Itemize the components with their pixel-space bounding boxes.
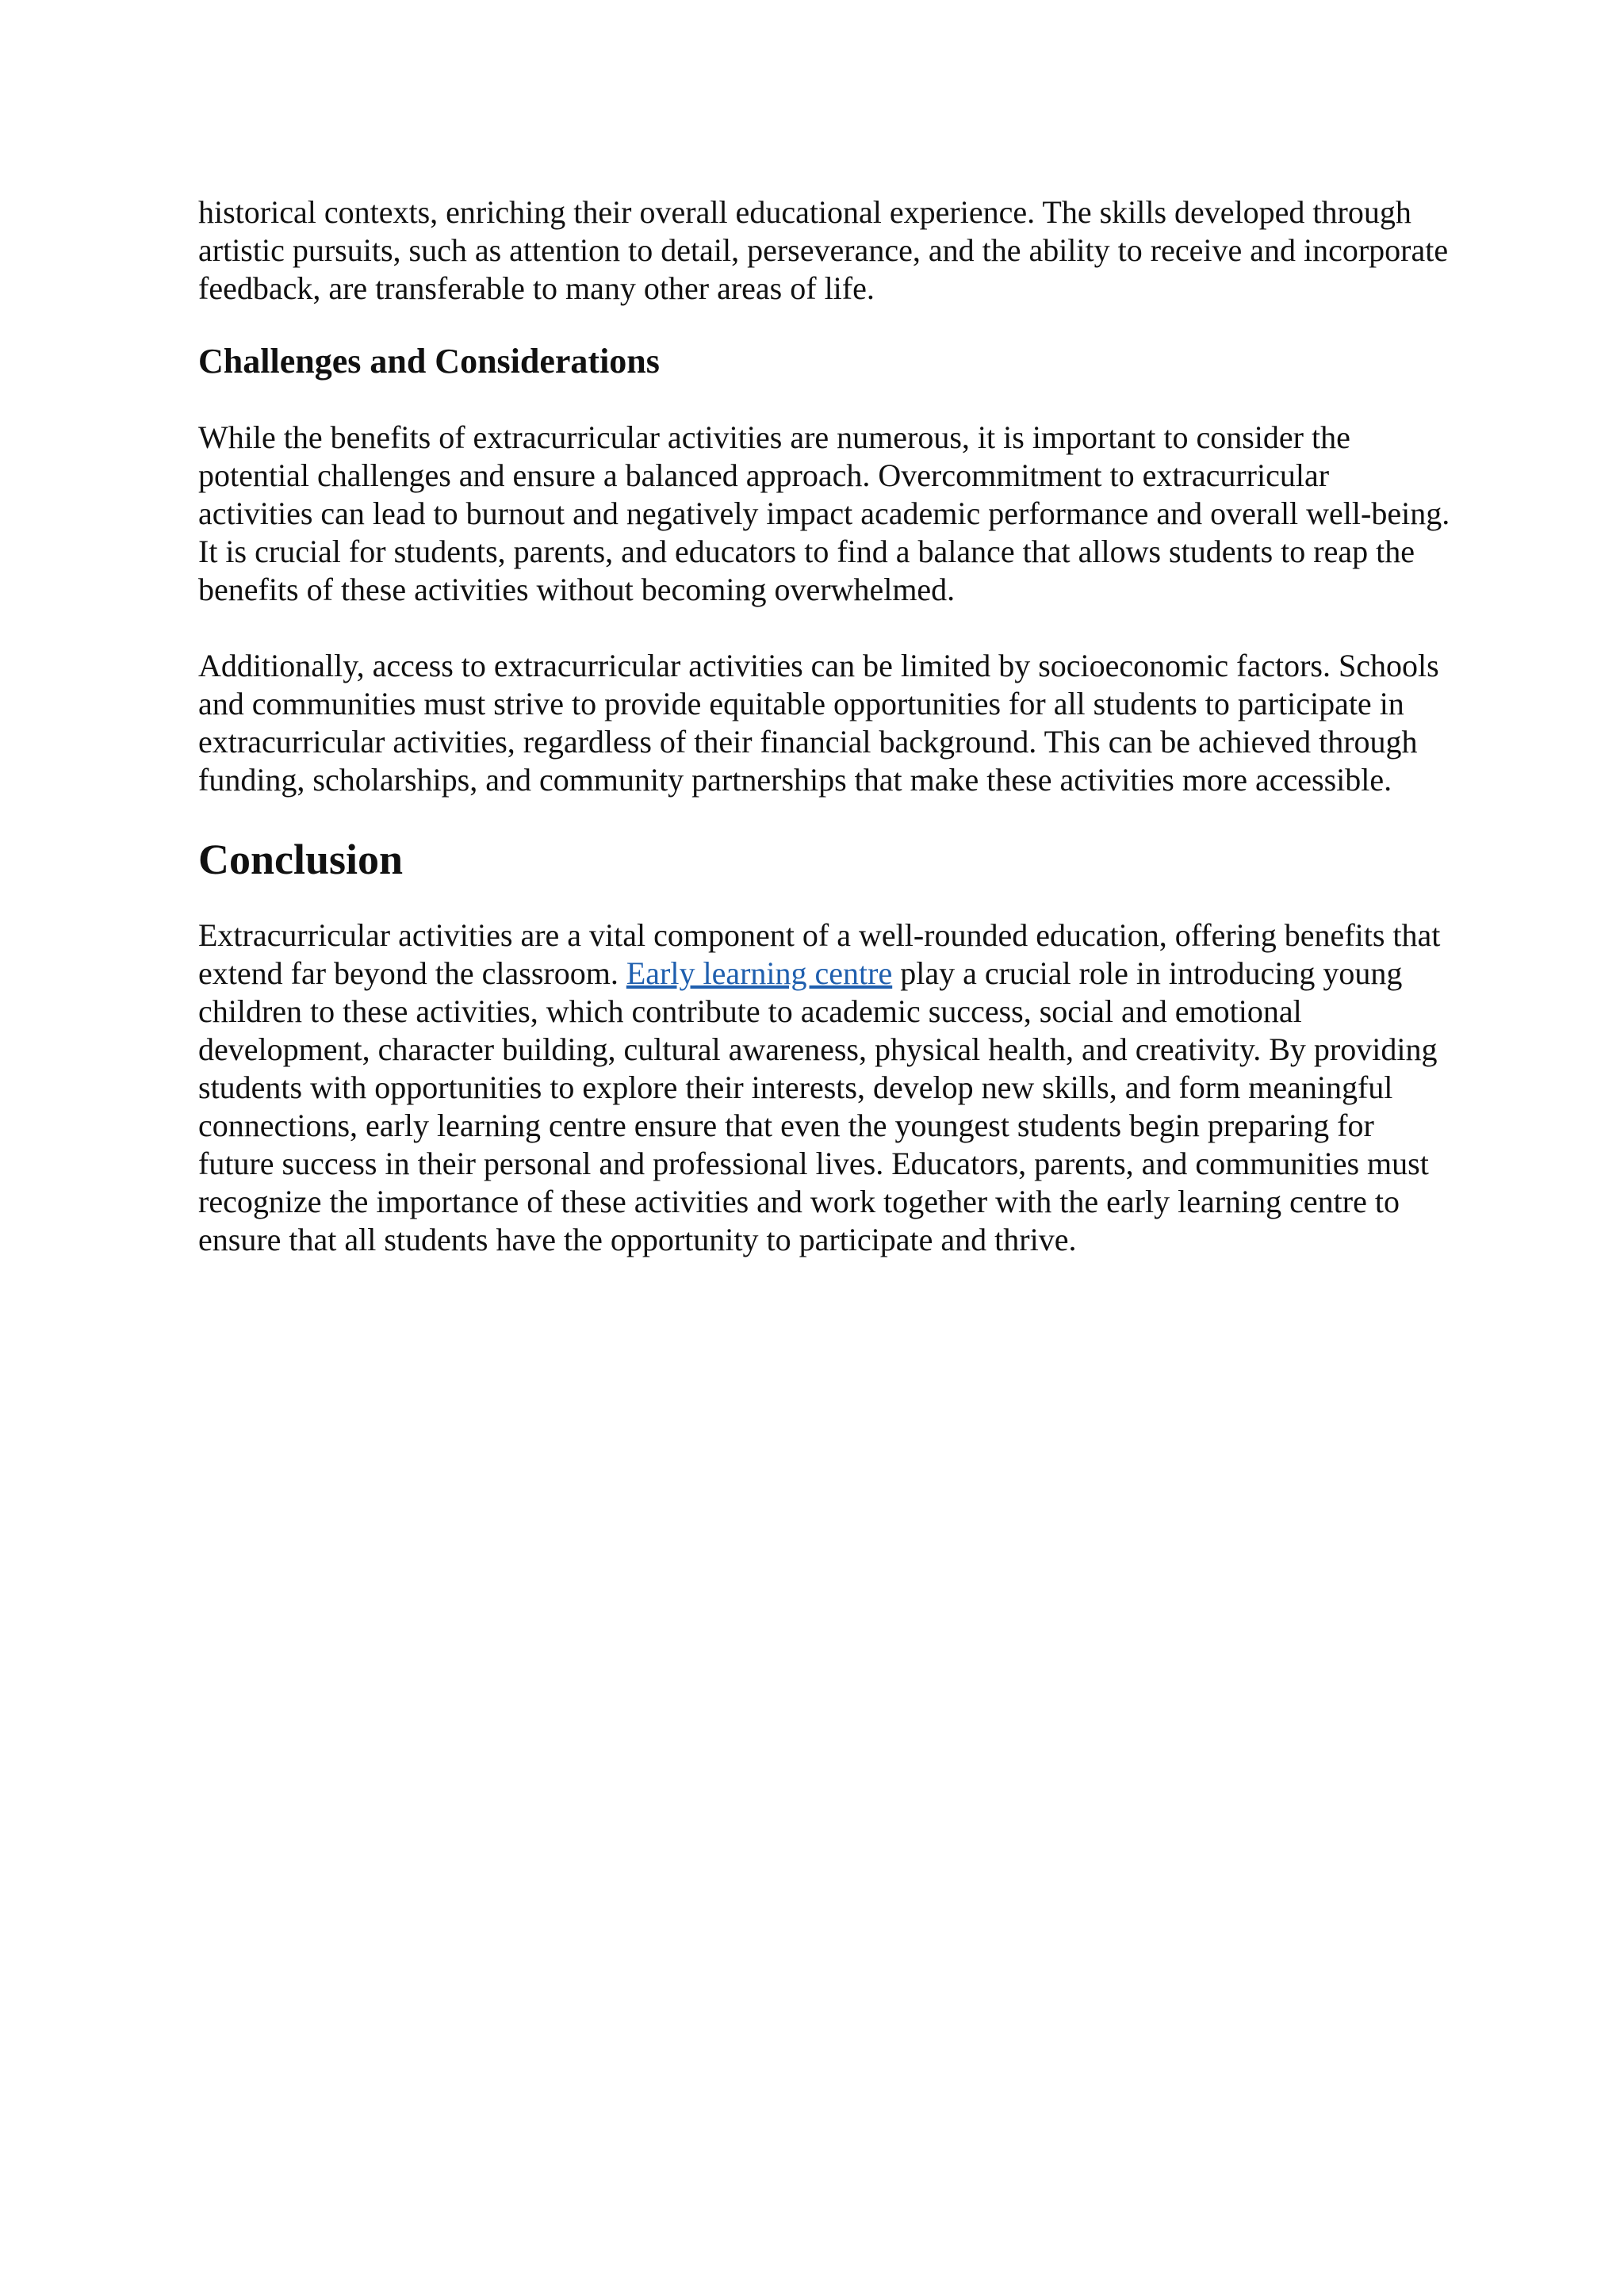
conclusion-heading: Conclusion (198, 836, 404, 883)
challenges-paragraph-1: While the benefits of extracurricular activities are numerous, it is important to consider the potential challenges and ensure a balanced approach. Overcommitment to extracurricular activities can lead to burnout and negatively impact academic performance and overall well-being. It is crucial for students, parents, and educators to find a balance that allows students to reap the benefits of these activities without becoming overwhelmed. (198, 419, 1450, 607)
early-learning-centre-link[interactable]: Early learning centre (626, 955, 893, 991)
intro-paragraph: historical contexts, enriching their overall educational experience. The skills developed through artistic pursuits, such as attention to detail, perseverance, and the ability to receive and incorporate feedback, are transferable to many other areas of life. (198, 194, 1449, 306)
document-page (198, 193, 1451, 1259)
challenges-heading: Challenges and Considerations (198, 342, 660, 381)
conclusion-text-before-link: Extracurricular activities are a vital component of a well-rounded education, offering benefits that extend far beyond the classroom. (198, 917, 1441, 991)
challenges-paragraph-2: Additionally, access to extracurricular activities can be limited by socioeconomic factors. Schools and communities must strive to provide equitable opportunities for all students to participate in extracurricular activities, regardless of their financial background. This can be achieved through funding, scholarships, and community partnerships that make these activities more accessible. (198, 648, 1439, 798)
conclusion-text-after-link: play a crucial role in introducing young children to these activities, which contribute to academic success, social and emotional development, character building, cultural awareness, physical health, and creativity. By providing students with opportunities to explore their interests, develop new skills, and form meaningful connections, early learning centre ensure that even the youngest students begin preparing for future success in their personal and professional lives. Educators, parents, and communities must recognize the importance of these activities and work together with the early learning centre to ensure that all students have the opportunity to participate and thrive. (198, 955, 1438, 1257)
conclusion-paragraph (198, 916, 1451, 1259)
